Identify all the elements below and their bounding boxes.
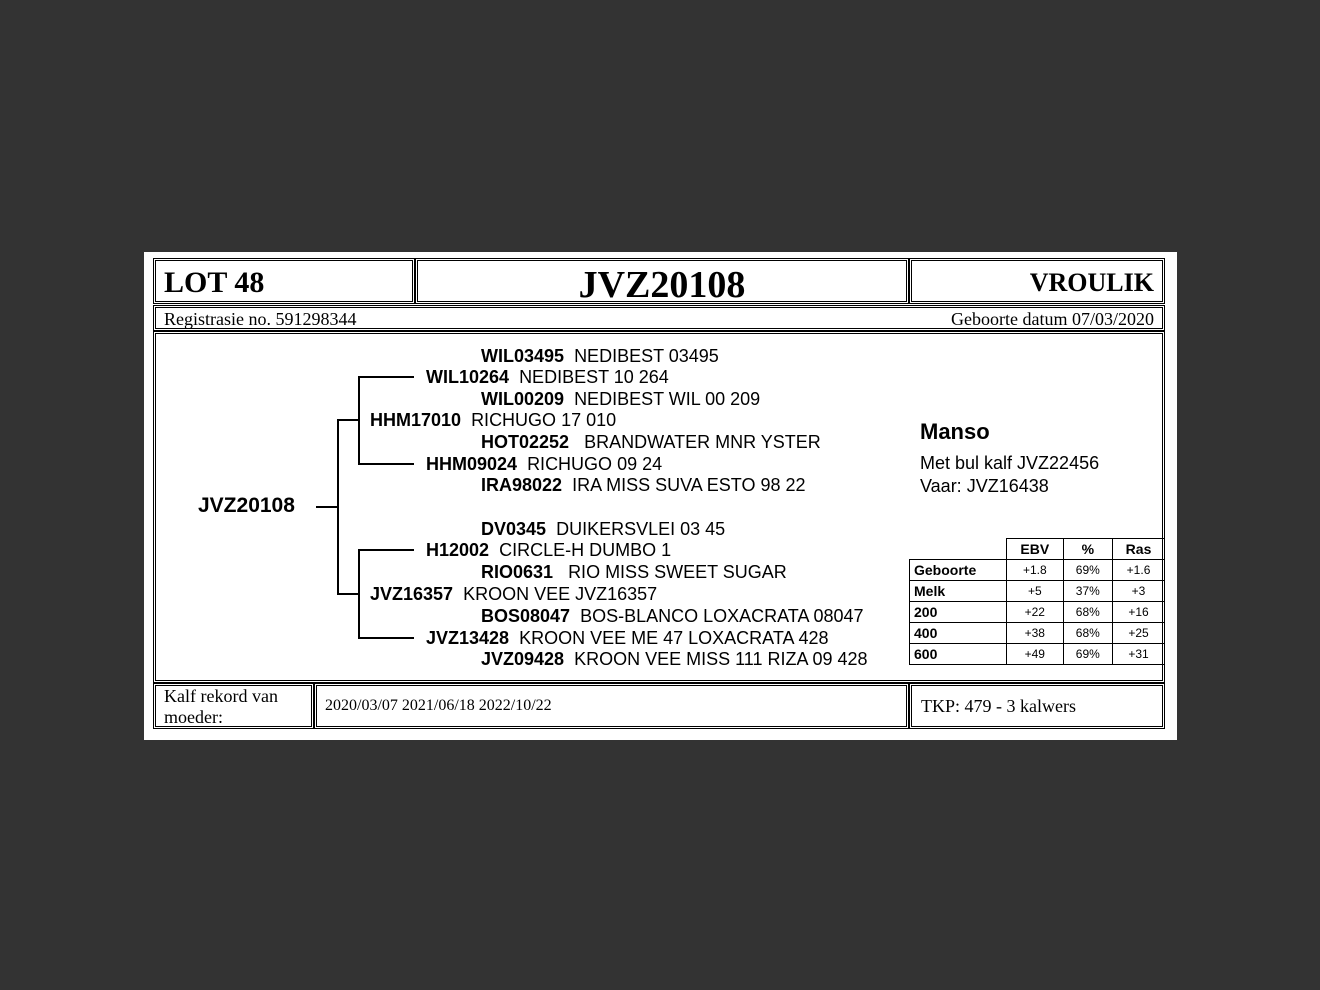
- pedigree-dam-dam-sire: BOS08047 BOS-BLANCO LOXACRATA 08047: [481, 606, 864, 626]
- pedigree-sire-dam-dam: IRA98022 IRA MISS SUVA ESTO 98 22: [481, 475, 806, 495]
- pedigree-sire-sire: WIL10264 NEDIBEST 10 264: [426, 367, 669, 387]
- pedigree-sire-sire-sire: WIL03495 NEDIBEST 03495: [481, 346, 719, 366]
- birth-date: Geboorte datum 07/03/2020: [951, 309, 1154, 329]
- dam-connector: [337, 593, 359, 595]
- registration-number: Registrasie no. 591298344: [164, 309, 357, 329]
- tkp-box: [909, 683, 1165, 729]
- sire-connector: [337, 419, 359, 421]
- pedigree-sire-dam: HHM09024 RICHUGO 09 24: [426, 454, 663, 474]
- table-row: Melk +5 37% +3: [910, 581, 1165, 602]
- pedigree-dam-sire-sire: DV0345 DUIKERSVLEI 03 45: [481, 519, 726, 539]
- calf-record-label-box: [153, 683, 314, 729]
- subject-connector: [316, 506, 338, 508]
- sire-sire-connector: [358, 376, 414, 378]
- sex-box: [909, 258, 1165, 304]
- calf-record-label: Kalf rekord van moeder:: [164, 686, 278, 727]
- main-vertical: [337, 419, 339, 594]
- calf-dates-box: [314, 683, 909, 729]
- sire-vertical: [358, 376, 360, 464]
- pedigree-sire-dam-sire: HOT02252 BRANDWATER MNR YSTER: [481, 432, 821, 452]
- pedigree-dam-dam-dam: JVZ09428 KROON VEE MISS 111 RIZA 09 428: [481, 649, 868, 669]
- pedigree-dam-sire: H12002 CIRCLE-H DUMBO 1: [426, 540, 672, 560]
- pedigree-subject: JVZ20108: [198, 494, 295, 517]
- tkp-value: TKP: 479 - 3 kalwers: [921, 696, 1076, 716]
- pedigree-dam: JVZ16357 KROON VEE JVZ16357: [370, 584, 658, 604]
- pedigree-dam-dam: JVZ13428 KROON VEE ME 47 LOXACRATA 428: [426, 628, 829, 648]
- registration-box: [153, 305, 1165, 331]
- lot-box: [153, 258, 415, 304]
- ebv-header-row: [910, 539, 1165, 560]
- pedigree-sire-sire-dam: WIL00209 NEDIBEST WIL 00 209: [481, 389, 761, 409]
- dam-vertical: [358, 549, 360, 638]
- pedigree-sire: HHM17010 RICHUGO 17 010: [370, 410, 617, 430]
- sex-label: VROULIK: [1029, 268, 1154, 297]
- lot-number: LOT 48: [164, 266, 265, 299]
- table-row: 400 +38 68% +25: [910, 623, 1165, 644]
- animal-name: Manso: [920, 419, 990, 444]
- lot-card: [144, 252, 1177, 740]
- sire-info: Vaar: JVZ16438: [920, 476, 1049, 496]
- pedigree-dam-sire-dam: RIO0631 RIO MISS SWEET SUGAR: [481, 562, 787, 582]
- dam-dam-connector: [358, 637, 414, 639]
- animal-id-box: [415, 258, 909, 304]
- table-row: 200 +22 68% +16: [910, 602, 1165, 623]
- table-row: Geboorte +1.8 69% +1.6: [910, 560, 1165, 581]
- calf-dates: 2020/03/07 2021/06/18 2022/10/22: [325, 697, 552, 714]
- pct-header: %: [1063, 539, 1112, 560]
- table-row: 600 +49 69% +31: [910, 644, 1165, 665]
- calf-info: Met bul kalf JVZ22456: [920, 453, 1100, 473]
- ebv-header: EBV: [1007, 539, 1064, 560]
- dam-sire-connector: [358, 549, 414, 551]
- sire-dam-connector: [358, 463, 414, 465]
- animal-id-title: JVZ20108: [578, 264, 746, 306]
- ebv-table: [909, 538, 1165, 665]
- ras-header: Ras: [1113, 539, 1165, 560]
